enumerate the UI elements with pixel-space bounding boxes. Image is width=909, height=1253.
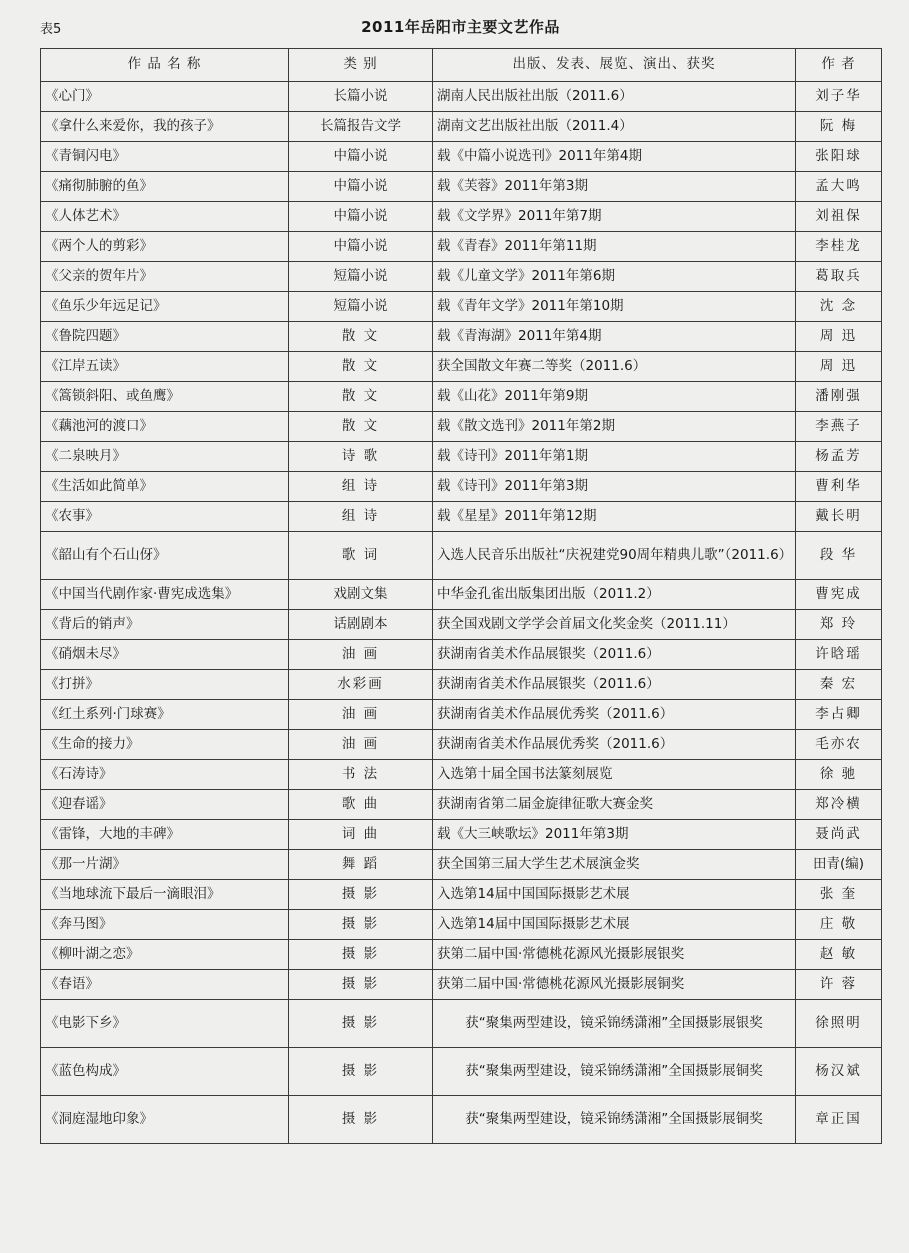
table-row	[41, 382, 882, 412]
column-header-publication: 出版、发表、展览、演出、获奖	[433, 49, 796, 82]
cell-category: 长篇报告文学	[289, 112, 433, 142]
cell-publication: 获第二届中国·常德桃花源风光摄影展铜奖	[433, 970, 796, 1000]
cell-work-name: 《春语》	[41, 970, 289, 1000]
cell-publication: 载《星星》2011年第12期	[433, 502, 796, 532]
cell-work-name: 《石涛诗》	[41, 760, 289, 790]
table-row	[41, 760, 882, 790]
cell-work-name: 《痛彻肺腑的鱼》	[41, 172, 289, 202]
cell-author: 葛取兵	[796, 262, 882, 292]
cell-category: 摄 影	[289, 940, 433, 970]
cell-work-name: 《红土系列·门球赛》	[41, 700, 289, 730]
cell-work-name: 《人体艺术》	[41, 202, 289, 232]
cell-category: 中篇小说	[289, 172, 433, 202]
cell-category: 摄 影	[289, 1000, 433, 1048]
cell-author: 周 迅	[796, 322, 882, 352]
cell-author: 庄 敬	[796, 910, 882, 940]
cell-category: 书 法	[289, 760, 433, 790]
table-row	[41, 730, 882, 760]
cell-work-name: 《生活如此简单》	[41, 472, 289, 502]
cell-publication: 获第二届中国·常德桃花源风光摄影展银奖	[433, 940, 796, 970]
cell-author: 田青(编)	[796, 850, 882, 880]
table-row	[41, 1096, 882, 1144]
cell-category: 摄 影	[289, 1048, 433, 1096]
cell-author: 杨孟芳	[796, 442, 882, 472]
cell-publication: 载《儿童文学》2011年第6期	[433, 262, 796, 292]
cell-category: 摄 影	[289, 970, 433, 1000]
table-row	[41, 232, 882, 262]
cell-author: 张 奎	[796, 880, 882, 910]
cell-category: 中篇小说	[289, 232, 433, 262]
cell-publication: 载《山花》2011年第9期	[433, 382, 796, 412]
cell-category: 组 诗	[289, 502, 433, 532]
cell-author: 聂尚武	[796, 820, 882, 850]
cell-work-name: 《两个人的剪彩》	[41, 232, 289, 262]
cell-publication: 获湖南省美术作品展银奖（2011.6）	[433, 670, 796, 700]
cell-author: 李桂龙	[796, 232, 882, 262]
cell-publication: 载《散文选刊》2011年第2期	[433, 412, 796, 442]
cell-work-name: 《蓝色构成》	[41, 1048, 289, 1096]
cell-work-name: 《藕池河的渡口》	[41, 412, 289, 442]
cell-category: 歌 词	[289, 532, 433, 580]
cell-author: 徐照明	[796, 1000, 882, 1048]
cell-publication: 载《芙蓉》2011年第3期	[433, 172, 796, 202]
cell-work-name: 《父亲的贺年片》	[41, 262, 289, 292]
cell-publication: 入选第14届中国国际摄影艺术展	[433, 880, 796, 910]
cell-category: 摄 影	[289, 910, 433, 940]
cell-work-name: 《韶山有个石山伢》	[41, 532, 289, 580]
cell-category: 中篇小说	[289, 202, 433, 232]
cell-work-name: 《农事》	[41, 502, 289, 532]
table-row	[41, 262, 882, 292]
table-row	[41, 820, 882, 850]
cell-work-name: 《鱼乐少年远足记》	[41, 292, 289, 322]
cell-category: 水彩画	[289, 670, 433, 700]
cell-category: 组 诗	[289, 472, 433, 502]
cell-publication: 载《文学界》2011年第7期	[433, 202, 796, 232]
table-row	[41, 1000, 882, 1048]
cell-publication: 湖南人民出版社出版（2011.6）	[433, 82, 796, 112]
table-body	[41, 82, 882, 1144]
table-row	[41, 970, 882, 1000]
cell-work-name: 《那一片湖》	[41, 850, 289, 880]
cell-work-name: 《洞庭湿地印象》	[41, 1096, 289, 1144]
table-row	[41, 142, 882, 172]
table-row	[41, 670, 882, 700]
cell-publication: 中华金孔雀出版集团出版（2011.2）	[433, 580, 796, 610]
cell-author: 周 迅	[796, 352, 882, 382]
table-row	[41, 322, 882, 352]
column-header-author: 作 者	[796, 49, 882, 82]
table-row	[41, 442, 882, 472]
cell-category: 散 文	[289, 352, 433, 382]
cell-category: 话剧剧本	[289, 610, 433, 640]
table-row	[41, 850, 882, 880]
cell-work-name: 《鲁院四题》	[41, 322, 289, 352]
cell-work-name: 《电影下乡》	[41, 1000, 289, 1048]
works-table	[40, 48, 882, 1144]
table-row	[41, 1048, 882, 1096]
table-row	[41, 352, 882, 382]
cell-author: 刘子华	[796, 82, 882, 112]
cell-publication: 获全国散文年赛二等奖（2011.6）	[433, 352, 796, 382]
cell-publication: 载《大三峡歌坛》2011年第3期	[433, 820, 796, 850]
table-row	[41, 292, 882, 322]
cell-author: 阮 梅	[796, 112, 882, 142]
cell-work-name: 《江岸五读》	[41, 352, 289, 382]
cell-author: 戴长明	[796, 502, 882, 532]
cell-category: 油 画	[289, 730, 433, 760]
table-row	[41, 532, 882, 580]
cell-author: 刘祖保	[796, 202, 882, 232]
table-label: 表5	[40, 22, 62, 37]
table-row	[41, 412, 882, 442]
table-row	[41, 202, 882, 232]
table-row	[41, 502, 882, 532]
cell-publication: 获湖南省美术作品展优秀奖（2011.6）	[433, 700, 796, 730]
cell-work-name: 《心门》	[41, 82, 289, 112]
cell-work-name: 《拿什么来爱你，我的孩子》	[41, 112, 289, 142]
cell-author: 毛亦农	[796, 730, 882, 760]
cell-publication: 获湖南省美术作品展优秀奖（2011.6）	[433, 730, 796, 760]
cell-publication: 湖南文艺出版社出版（2011.4）	[433, 112, 796, 142]
cell-category: 散 文	[289, 382, 433, 412]
cell-publication: 获湖南省第二届金旋律征歌大赛金奖	[433, 790, 796, 820]
cell-author: 郑 玲	[796, 610, 882, 640]
table-row	[41, 790, 882, 820]
table-row	[41, 172, 882, 202]
cell-author: 许晗瑶	[796, 640, 882, 670]
header-line	[40, 14, 881, 40]
cell-category: 词 曲	[289, 820, 433, 850]
cell-author: 段 华	[796, 532, 882, 580]
column-header-type: 类 别	[289, 49, 433, 82]
cell-publication: 入选第14届中国国际摄影艺术展	[433, 910, 796, 940]
cell-category: 摄 影	[289, 880, 433, 910]
cell-work-name: 《迎春谣》	[41, 790, 289, 820]
cell-publication: 获“聚集两型建设，镜采锦绣潇湘”全国摄影展铜奖	[433, 1048, 796, 1096]
cell-category: 摄 影	[289, 1096, 433, 1144]
table-header-row	[41, 49, 882, 82]
page-title: 2011年岳阳市主要文艺作品	[361, 18, 560, 36]
cell-work-name: 《中国当代剧作家·曹宪成选集》	[41, 580, 289, 610]
cell-publication: 获全国戏剧文学学会首届文化奖金奖（2011.11）	[433, 610, 796, 640]
cell-category: 歌 曲	[289, 790, 433, 820]
cell-work-name: 《篙锁斜阳、或鱼鹰》	[41, 382, 289, 412]
table-row	[41, 610, 882, 640]
cell-author: 曹利华	[796, 472, 882, 502]
cell-publication: 载《诗刊》2011年第1期	[433, 442, 796, 472]
cell-author: 张阳球	[796, 142, 882, 172]
cell-author: 李占卿	[796, 700, 882, 730]
cell-author: 沈 念	[796, 292, 882, 322]
cell-author: 许 蓉	[796, 970, 882, 1000]
cell-publication: 载《诗刊》2011年第3期	[433, 472, 796, 502]
cell-category: 长篇小说	[289, 82, 433, 112]
cell-work-name: 《雷锋，大地的丰碑》	[41, 820, 289, 850]
cell-category: 油 画	[289, 640, 433, 670]
cell-publication: 载《中篇小说选刊》2011年第4期	[433, 142, 796, 172]
table-row	[41, 880, 882, 910]
cell-author: 章正国	[796, 1096, 882, 1144]
cell-publication: 载《青春》2011年第11期	[433, 232, 796, 262]
cell-author: 杨汉斌	[796, 1048, 882, 1096]
cell-category: 散 文	[289, 412, 433, 442]
cell-category: 中篇小说	[289, 142, 433, 172]
cell-category: 舞 蹈	[289, 850, 433, 880]
table-row	[41, 640, 882, 670]
cell-publication: 获“聚集两型建设，镜采锦绣潇湘”全国摄影展银奖	[433, 1000, 796, 1048]
cell-publication: 获全国第三届大学生艺术展演金奖	[433, 850, 796, 880]
table-row	[41, 580, 882, 610]
table-row	[41, 910, 882, 940]
cell-category: 油 画	[289, 700, 433, 730]
cell-author: 秦 宏	[796, 670, 882, 700]
column-header-name: 作 品 名 称	[41, 49, 289, 82]
cell-author: 潘刚强	[796, 382, 882, 412]
cell-author: 徐 驰	[796, 760, 882, 790]
cell-category: 短篇小说	[289, 292, 433, 322]
cell-publication: 载《青海湖》2011年第4期	[433, 322, 796, 352]
cell-publication: 载《青年文学》2011年第10期	[433, 292, 796, 322]
table-row	[41, 112, 882, 142]
cell-work-name: 《奔马图》	[41, 910, 289, 940]
cell-category: 诗 歌	[289, 442, 433, 472]
table-row	[41, 82, 882, 112]
cell-publication: 入选人民音乐出版社“庆祝建党90周年精典儿歌”（2011.6）	[433, 532, 796, 580]
cell-author: 赵 敏	[796, 940, 882, 970]
cell-work-name: 《背后的销声》	[41, 610, 289, 640]
cell-work-name: 《二泉映月》	[41, 442, 289, 472]
cell-work-name: 《硝烟未尽》	[41, 640, 289, 670]
cell-author: 郑冷横	[796, 790, 882, 820]
cell-category: 戏剧文集	[289, 580, 433, 610]
table-row	[41, 700, 882, 730]
cell-publication: 入选第十届全国书法篆刻展览	[433, 760, 796, 790]
cell-author: 孟大鸣	[796, 172, 882, 202]
table-row	[41, 472, 882, 502]
cell-work-name: 《生命的接力》	[41, 730, 289, 760]
cell-author: 曹宪成	[796, 580, 882, 610]
table-row	[41, 940, 882, 970]
cell-work-name: 《柳叶湖之恋》	[41, 940, 289, 970]
cell-category: 短篇小说	[289, 262, 433, 292]
cell-category: 散 文	[289, 322, 433, 352]
cell-work-name: 《青铜闪电》	[41, 142, 289, 172]
cell-publication: 获“聚集两型建设，镜采锦绣潇湘”全国摄影展铜奖	[433, 1096, 796, 1144]
cell-author: 李燕子	[796, 412, 882, 442]
cell-publication: 获湖南省美术作品展银奖（2011.6）	[433, 640, 796, 670]
cell-work-name: 《打拼》	[41, 670, 289, 700]
cell-work-name: 《当地球流下最后一滴眼泪》	[41, 880, 289, 910]
